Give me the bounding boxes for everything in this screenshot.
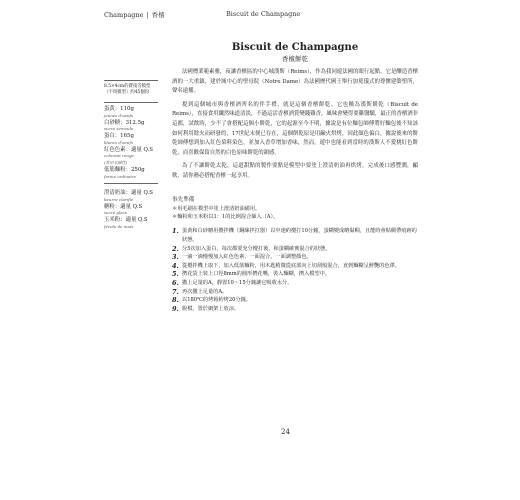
step-number: 9. [172, 304, 179, 313]
step-number: 1. [172, 227, 179, 236]
ingredient-french-name: jaunes d'oeufs [104, 112, 134, 118]
ingredient-french-name: farine ordinaire [104, 173, 136, 179]
ingredient-list [104, 106, 158, 179]
step-number: 5. [172, 270, 179, 279]
step-item [172, 305, 418, 314]
ingredient-sidebar [104, 80, 158, 231]
ingredient-french-name: fécule de maïs [104, 223, 134, 229]
step-item [172, 253, 418, 262]
step-item [172, 288, 418, 297]
header-running-title: Biscuit de Champagne [226, 10, 301, 18]
ingredient-name: 蛋白：165g [104, 133, 134, 140]
step-item [172, 279, 418, 288]
ingredient-french-name: (食用水融性) [104, 160, 128, 166]
step-text: 再次撒上足量的A。 [182, 288, 228, 295]
intro-text [172, 68, 418, 182]
preparation-item: ＊用毛刷在模型中塗上澄清奶油備用。 [172, 205, 261, 212]
step-text: 一滴一滴慢慢加入紅色色素，一面混合，一面調整顏色。 [182, 254, 312, 261]
ingredient-item [104, 160, 158, 165]
step-text: 以180℃的烤箱約烤20分鐘。 [182, 297, 251, 304]
ingredient-french-name: beurre clarifié [104, 196, 134, 202]
step-number: 2. [172, 244, 179, 253]
body-paragraph: 法國標業範素雅，夜讓香檳區的中心城漢斯（Reims），作為我同遊法國的眼行起點，它是釀造香檳酒的一大重鎮，建於城中心的聖母院（Notre Dame）為法國歷代國王舉行加冕儀式的尊懷建築聖所，聲名遠播。 [172, 69, 418, 95]
ingredient-item [104, 204, 158, 216]
step-number: 6. [172, 278, 179, 287]
recipe-subtitle: 香檳餅乾 [282, 55, 308, 63]
preparation-list [172, 205, 418, 222]
ingredient-name: 白砂糖：312.5g [104, 119, 145, 126]
running-header [104, 10, 301, 19]
ingredient-item [104, 147, 158, 159]
sidebar-rule [104, 102, 158, 103]
step-text: 從攪拌機上取下，加入低筋麵粉，用木匙稍微從底部向上切刮般混合，直到麵糊呈鮮艷的色澤。 [182, 262, 400, 269]
ingredient-item [104, 217, 158, 229]
header-section-zh: 香檳 [151, 11, 165, 19]
step-list [172, 227, 418, 313]
ingredient-name: 紅色色素：適量 Q.S [104, 146, 154, 153]
ingredient-name: 玉米粉：適量 Q.S [104, 217, 148, 224]
ingredient-name: 糖粉：適量 Q.S [104, 203, 143, 210]
step-number: 7. [172, 287, 179, 296]
header-separator: | [146, 11, 149, 19]
page-number: 24 [281, 428, 290, 436]
step-text: 分5次加入蛋白，每次都要充分攪打後，和蛋糊確實混合的狀態。 [182, 245, 331, 252]
body-paragraph: 為了不讓餅乾太乾，這道甜點的製作要點是模型中要塗上澄清奶油再烘烤，完成後口感豐潤，顯軟，請你務必搭配香檳一起享用。 [172, 163, 418, 179]
ingredient-french-name: sucre semoule [104, 126, 134, 132]
header-section: Champagne [104, 11, 144, 19]
ingredient-name: 低筋麵粉：250g [104, 167, 145, 174]
step-item [172, 296, 418, 305]
body-paragraph: 提到這個城市與香檳酒齊名的伴手禮，就是這個香檳餅乾。它也稱為漢斯餅乾（Biscuit de Reims），直接食用纖然味道清淡，不過這活香檳酒賞變錢雞香，風味會變得要雞醫驗，最正的香檳酒非這都，試飲時，少不了會搭配這個小餅乾，它的起源至今不明，據說是有位麵包師傅將好麵包後不知該如何利用餘火而研發的，17世紀末便已存在，這個餅乾原是用鹼火烘烤，因此顏色偏白，據說後來的餅乾師傅想到加入紅色染料染色，並加入香草增加香味，然而，遊中也能看到當時的漢斯人不愛桃紅色餅乾，而喜歡保留自然的白色原味餅乾的韻感。 [172, 101, 418, 156]
preparation-heading: 事先準備 [172, 196, 195, 203]
step-number: 4. [172, 261, 179, 270]
step-item [172, 262, 418, 271]
step-text: 脫模，置於網架上放涼。 [182, 305, 240, 312]
step-item [172, 245, 418, 254]
step-number: 8. [172, 296, 179, 305]
step-text: 擠花袋上裝上口徑8mm的圓形擠花嘴，裝入麵糊，擠入模型中。 [182, 271, 331, 278]
ingredient-item [104, 133, 158, 145]
step-text: 蛋黃和白砂糖用攪拌機（鋼絲拌打器）以中速約攪打10分鐘，蛋糊變成略黏稠，且能時會粘稠帶痕跡的狀態。 [182, 228, 417, 243]
ingredient-french-name: blancs d'oeufs [104, 139, 133, 145]
ingredient-name: 澄清奶油：適量 Q.S [104, 189, 154, 196]
finishing-ingredient-list [104, 190, 158, 229]
ingredient-name: 蛋黃：110g [104, 106, 134, 112]
ingredient-item [104, 190, 158, 202]
recipe-title: Biscuit de Champagne [231, 42, 359, 53]
step-text: 撒上足量的A，靜置10〜15分鐘讓它吸收水分。 [182, 279, 293, 286]
step-number: 3. [172, 253, 179, 262]
ingredient-french-name: sucre glace [104, 210, 128, 216]
yield-note: 8.5×4cm的費南雪模型（不同模型）約45個份 [104, 84, 151, 95]
ingredient-french-name: colorant rouge [104, 153, 134, 159]
step-item [172, 227, 418, 244]
ingredient-item [104, 120, 158, 132]
step-item [172, 270, 418, 279]
recipe-main [172, 42, 418, 313]
ingredient-item [104, 106, 158, 118]
preparation-item: ＊麵粉和玉米粉以1：1的比例混合篩入（A）。 [172, 213, 279, 220]
sidebar-rule [104, 80, 158, 81]
ingredient-item [104, 167, 158, 179]
sidebar-rule [104, 183, 158, 184]
